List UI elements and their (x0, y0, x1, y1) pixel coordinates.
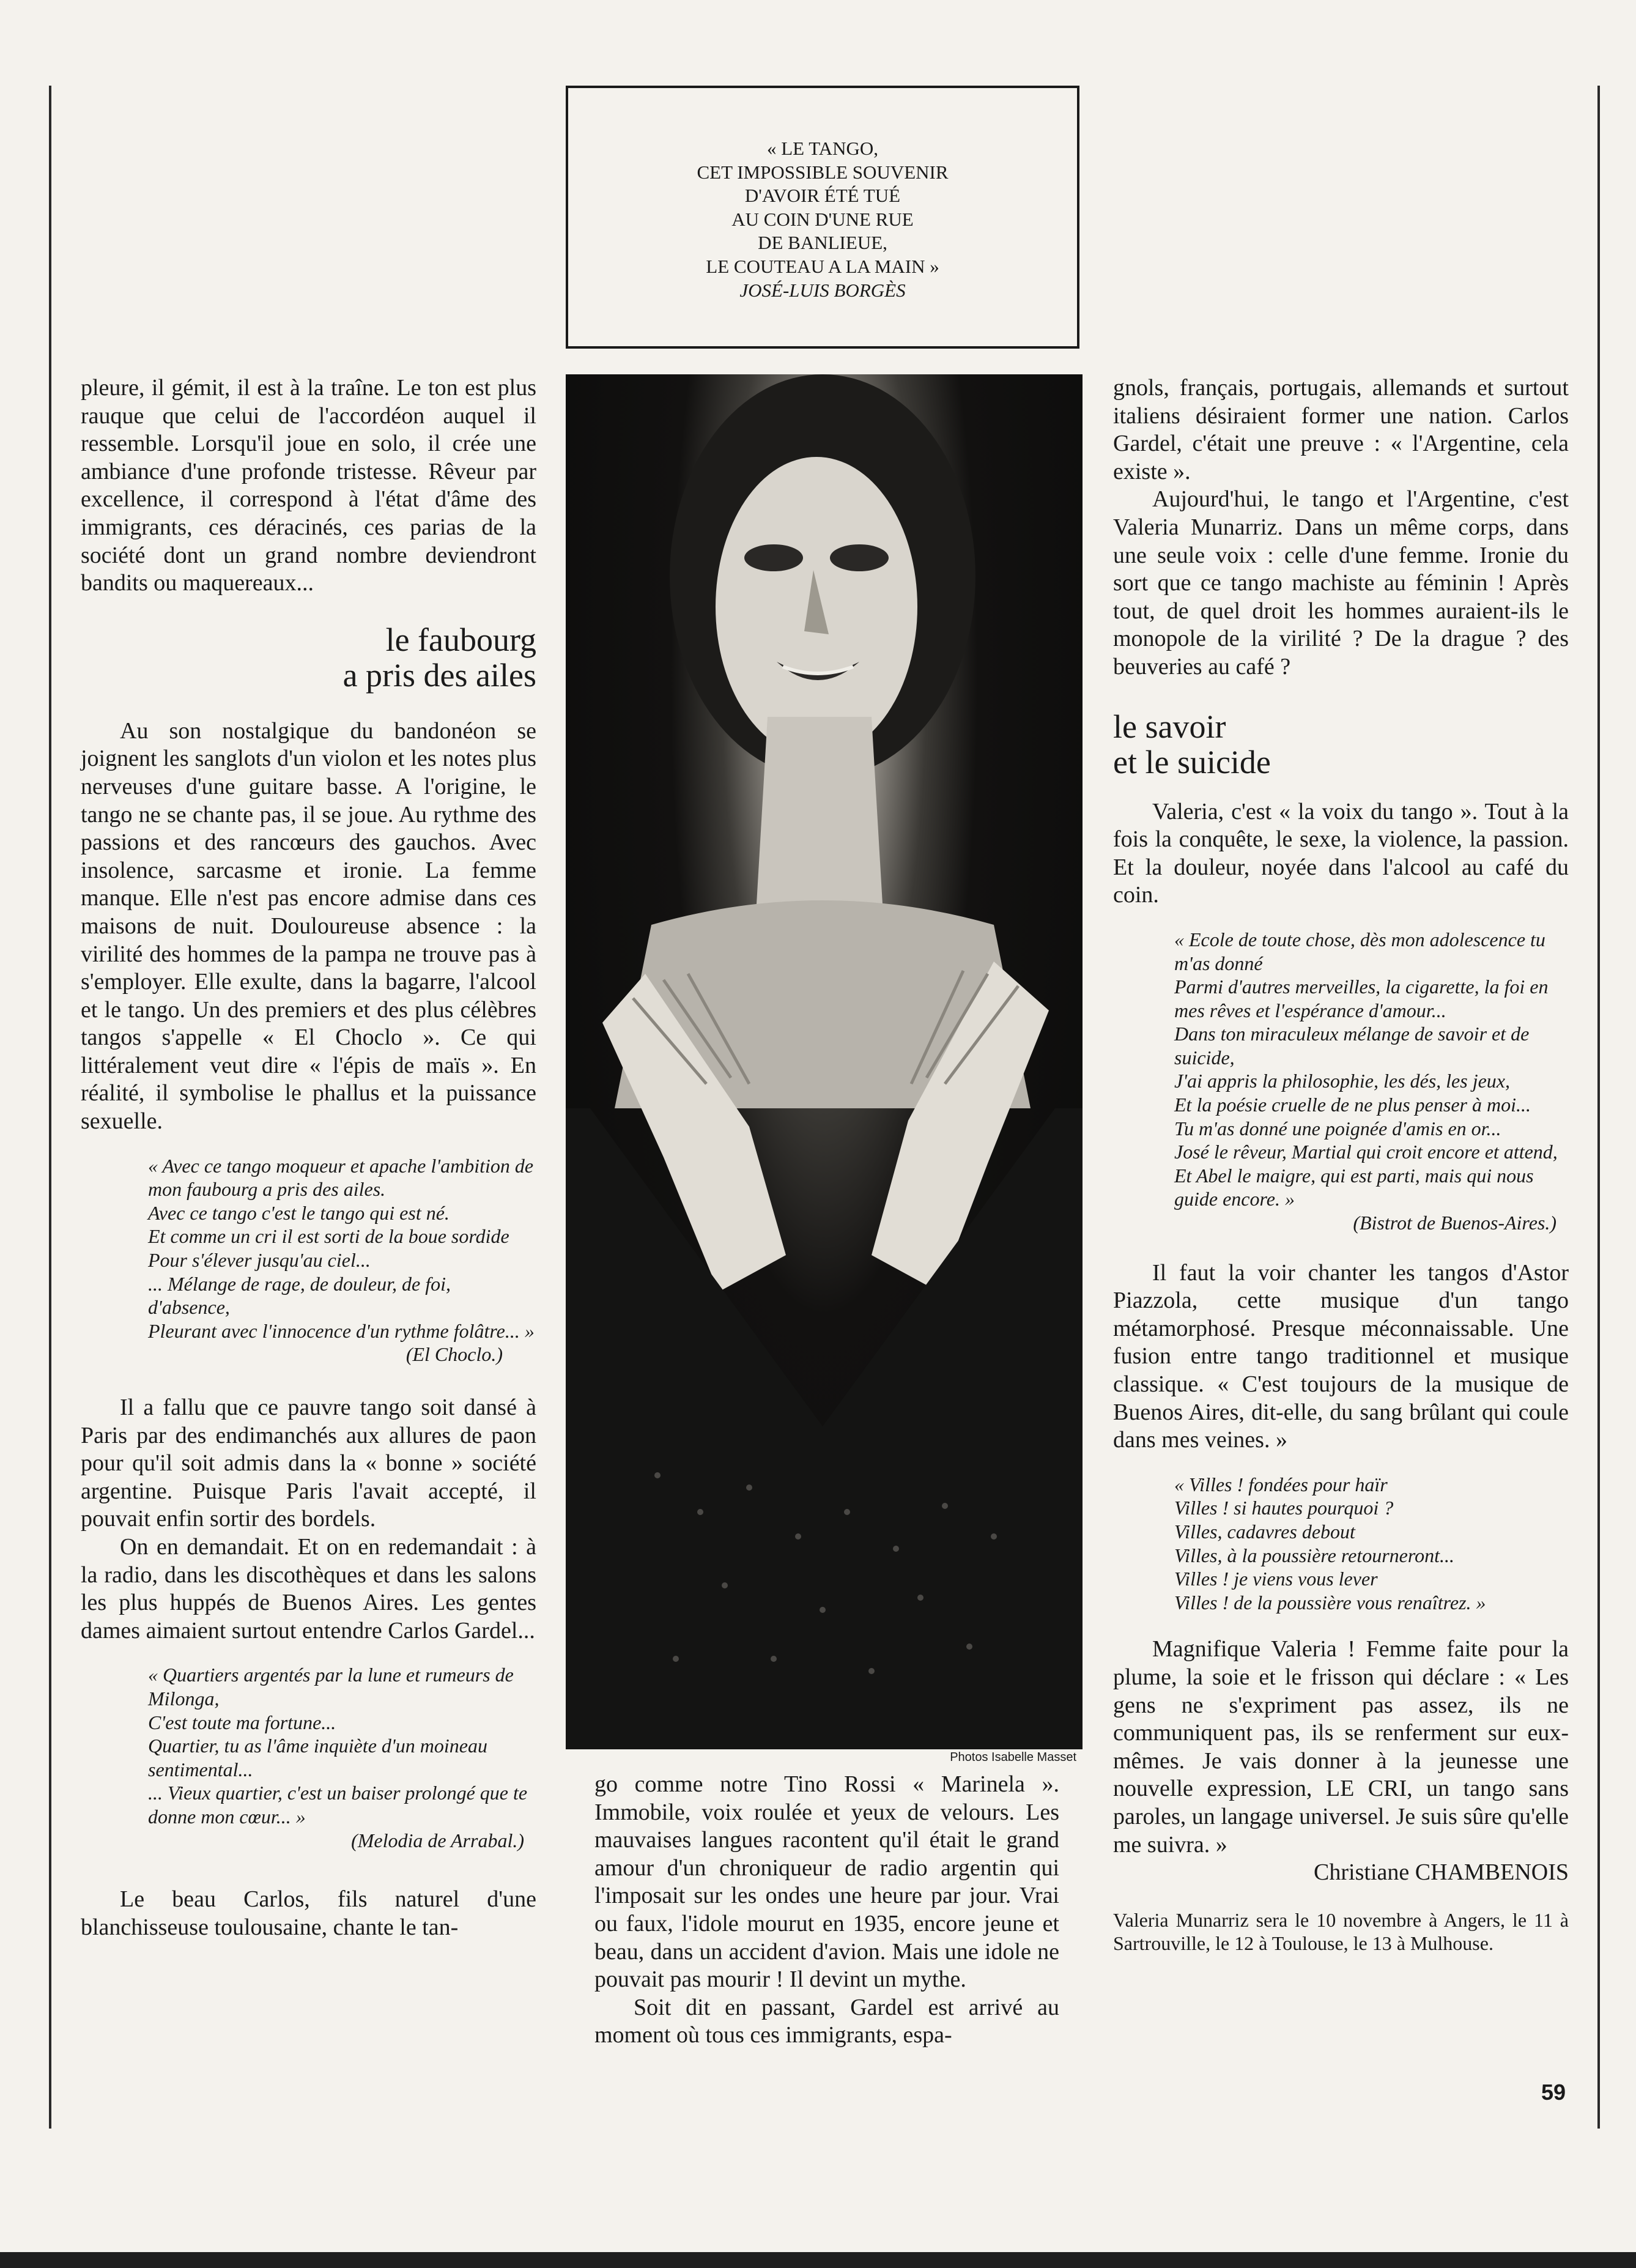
epigraph-line: LE COUTEAU A LA MAIN » (706, 255, 939, 277)
paragraph: gnols, français, portugais, allemands et surtout italiens désiraient former une nation. Carlos Gardel, c'était une preuve : « l'Argentine, cela existe ». (1113, 375, 1569, 484)
poem-line: Villes, cadavres debout (1174, 1520, 1355, 1543)
heading-line: et le suicide (1113, 743, 1271, 780)
left-column (81, 374, 536, 1941)
poem-line: Pleurant avec l'innocence d'un rythme folâtre... » (148, 1319, 535, 1342)
heading-line: a pris des ailes (342, 656, 536, 694)
poem-melodia-de-arrabal (148, 1663, 536, 1828)
poem-line: Tu m'as donné une poignée d'amis en or... (1174, 1117, 1501, 1140)
poem-line: « Villes ! fondées pour haïr (1174, 1473, 1388, 1495)
poem-line: C'est toute ma fortune... (148, 1711, 336, 1733)
paragraph: Il a fallu que ce pauvre tango soit dansé à Paris par des endimanchés aux allures de paon pour qu'il soit admis dans la « bonne » société argentine. Puisque Paris l'avait accepté, il pouvait enfin sortir des bordels. (81, 1395, 536, 1532)
epigraph-line: AU COIN D'UNE RUE (731, 208, 914, 230)
epigraph-author: JOSÉ-LUIS BORGÈS (739, 279, 906, 301)
paragraph: Au son nostalgique du bandonéon se joignent les sanglots d'un violon et les notes plus nerveuses d'une guitare basse. A l'origine, le tango ne se chante pas, il se joue. Au rythme des passions et des rancœurs des gauchos. Avec insolence, sarcasme et ironie. La femme manque. Elle n'est pas encore admise dans ces maisons de nuit. Douloureuse absence : la virilité des hommes de la pampa ne trouve pas à s'employer. Elle exulte, dans la bagarre, l'alcool et le tango. Un des premiers et des plus célèbres tangos s'appelle « El Choclo ». Ce qui littéralement veut dire « l'épis de maïs ». En réalité, il symbolise le phallus et la puissance sexuelle. (81, 717, 536, 1135)
epigraph-line: « LE TANGO, (766, 138, 879, 159)
poem-villes (1174, 1473, 1569, 1615)
epigraph-line: CET IMPOSSIBLE SOUVENIR (697, 161, 949, 183)
singer-photo (566, 374, 1083, 1749)
poem-line: Et comme un cri il est sorti de la boue sordide (148, 1225, 509, 1248)
paragraph: Magnifique Valeria ! Femme faite pour la plume, la soie et le frisson qui déclare : « Les gens ne s'expriment pas assez, ils ne communiquent pas, ils se renferment sur eux-mêmes. Je vais donner à la jeunesse une nouvelle expression, LE CRI, un tango sans paroles, un langage universel. Je suis sûre qu'elle me suivra. » (1113, 1636, 1569, 1858)
poem-el-choclo (148, 1154, 536, 1343)
page-number: 59 (1541, 2080, 1566, 2105)
author-signature: Christiane CHAMBENOIS (1314, 1859, 1569, 1886)
poem-line: « Quartiers argentés par la lune et rumeurs de Milonga, (148, 1664, 514, 1710)
poem-line: Et Abel le maigre, qui est parti, mais qui nous guide encore. » (1174, 1164, 1534, 1210)
poem-line: ... Mélange de rage, de douleur, de foi, d'absence, (148, 1272, 451, 1319)
poem-citation: (Bistrot de Buenos-Aires.) (1353, 1212, 1556, 1234)
paragraph: Valeria, c'est « la voix du tango ». Tout à la fois la conquête, le sexe, la violence, la passion. Et la douleur, noyée dans l'alcool au café du coin. (1113, 798, 1569, 908)
poem-line: Villes ! si hautes pourquoi ? (1174, 1497, 1394, 1519)
tour-dates-note: Valeria Munarriz sera le 10 novembre à Angers, le 11 à Sartrouville, le 12 à Toulouse, le 13 à Mulhouse. (1113, 1908, 1569, 1955)
poem-line: Villes, à la poussière retourneront... (1174, 1544, 1455, 1566)
poem-line: Villes ! de la poussière vous renaîtrez. » (1174, 1591, 1486, 1614)
scan-edge-band (0, 2252, 1636, 2268)
paragraph: Le beau Carlos, fils naturel d'une blanchisseuse toulousaine, chante le tan- (81, 1886, 536, 1940)
paragraph: pleure, il gémit, il est à la traîne. Le ton est plus rauque que celui de l'accordéon auquel il ressemble. Lorsqu'il joue en solo, il crée une ambiance d'une profonde tristesse. Rêveur par excellence, il correspond à l'état d'âme des immigrants, ces déracinés, ces parias de la société dont un grand nombre deviendront bandits ou maquereaux... (81, 375, 536, 596)
poem-line: Quartier, tu as l'âme inquiète d'un moineau sentimental... (148, 1735, 487, 1781)
epigraph-line: D'AVOIR ÉTÉ TUÉ (744, 185, 901, 207)
poem-citation: (El Choclo.) (405, 1343, 503, 1366)
poem-line: Villes ! je viens vous lever (1174, 1568, 1378, 1590)
photo-credit: Photos Isabelle Masset (950, 1751, 1076, 1764)
poem-line: Dans ton miraculeux mélange de savoir et de suicide, (1174, 1023, 1530, 1069)
paragraph: go comme notre Tino Rossi « Marinela ». Immobile, voix roulée et yeux de velours. Les mauvaises langues racontent qu'il était le grand amour d'un chroniqueur de radio argentin qui l'imposait sur les ondes une heure par jour. Vrai ou faux, l'idole mourut en 1935, encore jeune et beau, dans un accident d'avion. Mais une idole ne pouvait pas mourir ! Il devint un mythe. (594, 1771, 1059, 1993)
poem-line: Parmi d'autres merveilles, la cigarette, la foi en mes rêves et l'espérance d'amour... (1174, 976, 1549, 1021)
paragraph: Soit dit en passant, Gardel est arrivé au moment où tous ces immigrants, espa- (594, 1994, 1059, 2048)
poem-line: ... Vieux quartier, c'est un baiser prolongé que te donne mon cœur... » (148, 1782, 528, 1828)
singer-photo-illustration (566, 374, 1083, 1749)
heading-line: le faubourg (385, 621, 536, 658)
poem-citation: (Melodia de Arrabal.) (351, 1829, 524, 1851)
heading-line: le savoir (1113, 708, 1226, 745)
paragraph: On en demandait. Et on en redemandait : à la radio, dans les discothèques et dans les salons les plus huppés de Buenos Aires. Les gentes dames aimaient surtout entendre Carlos Gardel... (81, 1533, 536, 1644)
right-margin-rule (1597, 86, 1600, 2129)
right-column (1113, 374, 1569, 1955)
epigraph-line: DE BANLIEUE, (758, 232, 887, 254)
poem-line: José le rêveur, Martial qui croit encore et attend, (1174, 1141, 1558, 1163)
paragraph: Il faut la voir chanter les tangos d'Astor Piazzola, cette musique d'un tango métamorphosé. Presque méconnaissable. Une fusion entre tango traditionnel et musique classique. « C'est toujours de la musique de Buenos Aires, dit-elle, du sang brûlant qui coule dans mes veines. » (1113, 1259, 1569, 1453)
poem-line: « Ecole de toute chose, dès mon adolescence tu m'as donné (1174, 928, 1545, 974)
poem-line: « Avec ce tango moqueur et apache l'ambition de mon faubourg a pris des ailes. (148, 1154, 534, 1201)
left-margin-rule (49, 86, 51, 2129)
section-heading (81, 622, 536, 693)
middle-column (594, 1771, 1059, 2050)
poem-line: Avec ce tango c'est le tango qui est né. (148, 1201, 450, 1224)
epigraph-box (566, 86, 1079, 349)
section-heading (1113, 709, 1569, 780)
poem-line: Pour s'élever jusqu'au ciel... (148, 1249, 371, 1272)
paragraph: Aujourd'hui, le tango et l'Argentine, c'est Valeria Munarriz. Dans un même corps, dans une seule voix : celle d'une femme. Ironie du sort que ce tango machiste au féminin ! Après tout, de quel droit les hommes auraient-ils le monopole de la virilité ? De la drague ? des beuveries au café ? (1113, 486, 1569, 680)
poem-line: Et la poésie cruelle de ne plus penser à moi... (1174, 1094, 1531, 1116)
poem-bistrot-de-buenos-aires (1174, 928, 1569, 1211)
poem-line: J'ai appris la philosophie, les dés, les jeux, (1174, 1070, 1510, 1092)
